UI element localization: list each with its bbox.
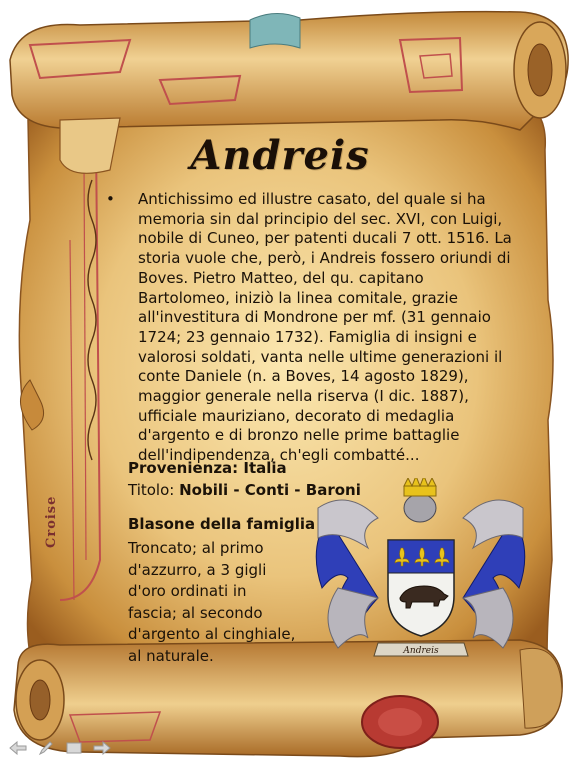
slide-icon — [66, 741, 82, 755]
vertical-label: Croise — [44, 495, 59, 548]
arrow-right-icon — [93, 741, 111, 755]
slide-nav-bar — [8, 740, 112, 758]
fleur-de-lis-icon — [395, 548, 449, 566]
crest-ribbon-text: Andreis — [403, 646, 439, 656]
arrow-left-icon — [9, 741, 27, 755]
family-title: Andreis — [190, 132, 370, 179]
bullet-marker: • — [106, 190, 115, 208]
next-slide-button[interactable] — [92, 740, 112, 756]
blasone-description: Troncato; al primo d'azzurro, a 3 gigli d'oro ordinati in fascia; al secondo d'argento al cinghiale, al naturale. — [128, 539, 296, 665]
pen-tool-button[interactable] — [36, 740, 56, 756]
titolo-label: Titolo: — [128, 481, 180, 499]
slide-menu-button[interactable] — [64, 740, 84, 756]
provenienza-line: Provenienza: Italia — [128, 459, 287, 477]
blasone-heading: Blasone della famiglia — [128, 515, 316, 533]
pen-icon — [38, 740, 54, 756]
history-paragraph: Antichissimo ed illustre casato, del quale si ha memoria sin dal principio del sec. XVI, con Luigi, nobile di Cuneo, per patenti ducali 7 ott. 1516. La storia vuole che, però, i Andreis fossero oriundi di Boves. Pietro Matteo, del qu. capitano Bartolomeo, iniziò la linea comitale, grazie all'investitura di Mondrone per mf. (31 gennaio 1724; 23 gennaio 1732). Famiglia di insigni e valorosi soldati, vanta nelle ultime generazioni il conte Daniele (n. a Boves, 14 agosto 1829), maggior generale nella riserva (I dic. 1887), ufficiale mauriziano, decorato di medaglia d'argento e di bronzo nelle prime battaglie dell'indipendenza, ch'egli combatté... — [138, 190, 512, 465]
titolo-value: Nobili - Conti - Baroni — [179, 481, 361, 499]
prev-slide-button[interactable] — [8, 740, 28, 756]
history-paragraph-block — [106, 190, 512, 466]
coat-of-arms — [308, 478, 533, 678]
